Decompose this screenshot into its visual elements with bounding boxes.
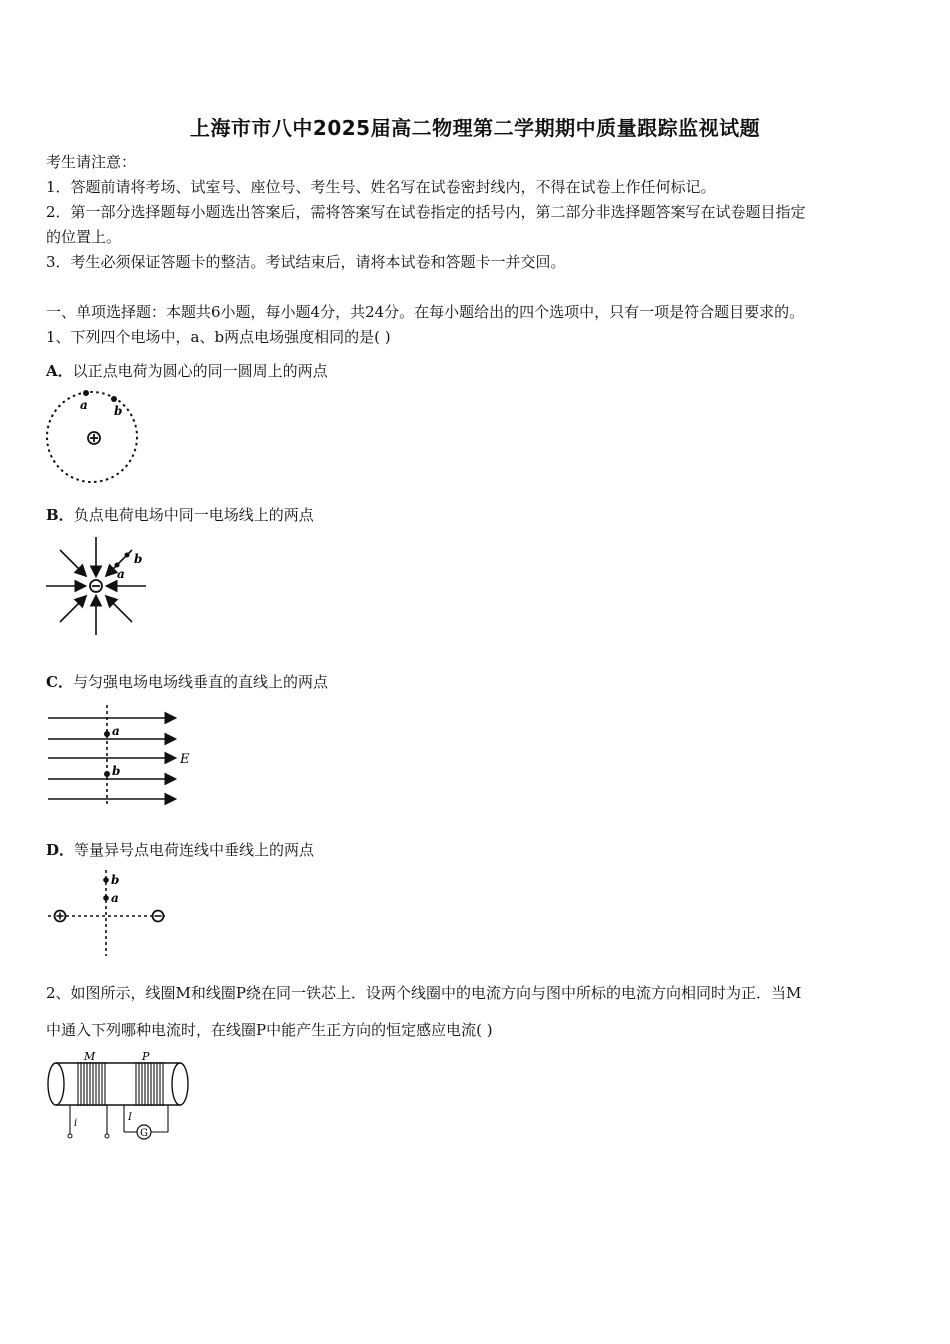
figure-d-dipole-field <box>44 870 174 958</box>
option-letter: B． <box>46 506 74 524</box>
figure-b-negative-charge-field <box>44 535 154 640</box>
core-right-end <box>172 1063 188 1105</box>
point-a <box>104 731 110 737</box>
option-text: 以正点电荷为圆心的同一圆周上的两点 <box>72 362 328 380</box>
core-left-end <box>48 1063 64 1105</box>
label-P: P <box>142 1050 150 1063</box>
q2-stem-line-2: 中通入下列哪种电流时，在线圈P中能产生正方向的恒定感应电流( ) <box>46 1021 493 1039</box>
point-b <box>103 877 109 883</box>
dashed-circle <box>47 392 137 482</box>
page-title: 上海市市八中2025届高二物理第二学期期中质量跟踪监视试题 <box>189 116 761 140</box>
label-a: a <box>117 567 125 581</box>
point-a <box>83 390 89 396</box>
coil-P <box>136 1062 163 1106</box>
option-letter: D． <box>46 841 75 859</box>
label-b: b <box>134 552 143 566</box>
q1-option-c <box>46 672 328 692</box>
option-text: 等量异号点电荷连线中垂线上的两点 <box>74 841 315 859</box>
notice-item-3: 3．考生必须保证答题卡的整洁。考试结束后，请将本试卷和答题卡一并交回。 <box>46 253 566 271</box>
q1-option-d <box>46 840 314 860</box>
label-b: b <box>114 404 123 418</box>
q2-stem-line-1: 2、如图所示，线圈M和线圈P绕在同一铁芯上．设两个线圈中的电流方向与图中所标的电流方向相同时为正．当M <box>46 984 802 1002</box>
label-b: b <box>111 873 120 887</box>
notice-heading: 考生请注意： <box>46 153 137 171</box>
terminal <box>68 1134 72 1138</box>
section-heading: 一、单项选择题：本题共6小题，每小题4分，共24分。在每小题给出的四个选项中，只有一项是符合题目要求的。 <box>46 303 805 321</box>
point-b <box>125 553 130 558</box>
q1-stem: 1、下列四个电场中，a、b两点电场强度相同的是( ) <box>46 328 391 346</box>
label-M: M <box>84 1050 96 1063</box>
option-letter: A． <box>46 362 73 380</box>
label-i: i <box>74 1118 78 1129</box>
label-a: a <box>80 398 88 412</box>
figure-c-uniform-field <box>44 705 204 807</box>
point-b <box>104 771 110 777</box>
terminal <box>105 1134 109 1138</box>
option-text: 与匀强电场电场线垂直的直线上的两点 <box>72 673 328 691</box>
option-text: 负点电荷电场中同一电场线上的两点 <box>73 506 314 524</box>
figure-coils-on-iron-core <box>44 1050 199 1142</box>
figure-a-circle-field <box>44 390 144 485</box>
option-letter: C． <box>46 673 73 691</box>
label-a: a <box>111 891 119 905</box>
label-G: G <box>140 1128 148 1139</box>
label-E: E <box>180 752 190 767</box>
label-I: I <box>128 1112 132 1123</box>
label-b: b <box>112 764 121 778</box>
q1-option-a <box>46 361 328 381</box>
notice-item-2: 2．第一部分选择题每小题选出答案后，需将答案写在试卷指定的括号内，第二部分非选择题答案写在试卷题目指定 <box>46 203 806 221</box>
point-b <box>111 396 117 402</box>
coil-M <box>78 1062 105 1106</box>
notice-item-1: 1．答题前请将考场、试室号、座位号、考生号、姓名写在试卷密封线内，不得在试卷上作任何标记。 <box>46 178 716 196</box>
notice-item-2-cont: 的位置上。 <box>46 228 122 246</box>
point-a <box>103 895 109 901</box>
q1-option-b <box>46 505 314 525</box>
label-a: a <box>112 724 120 738</box>
